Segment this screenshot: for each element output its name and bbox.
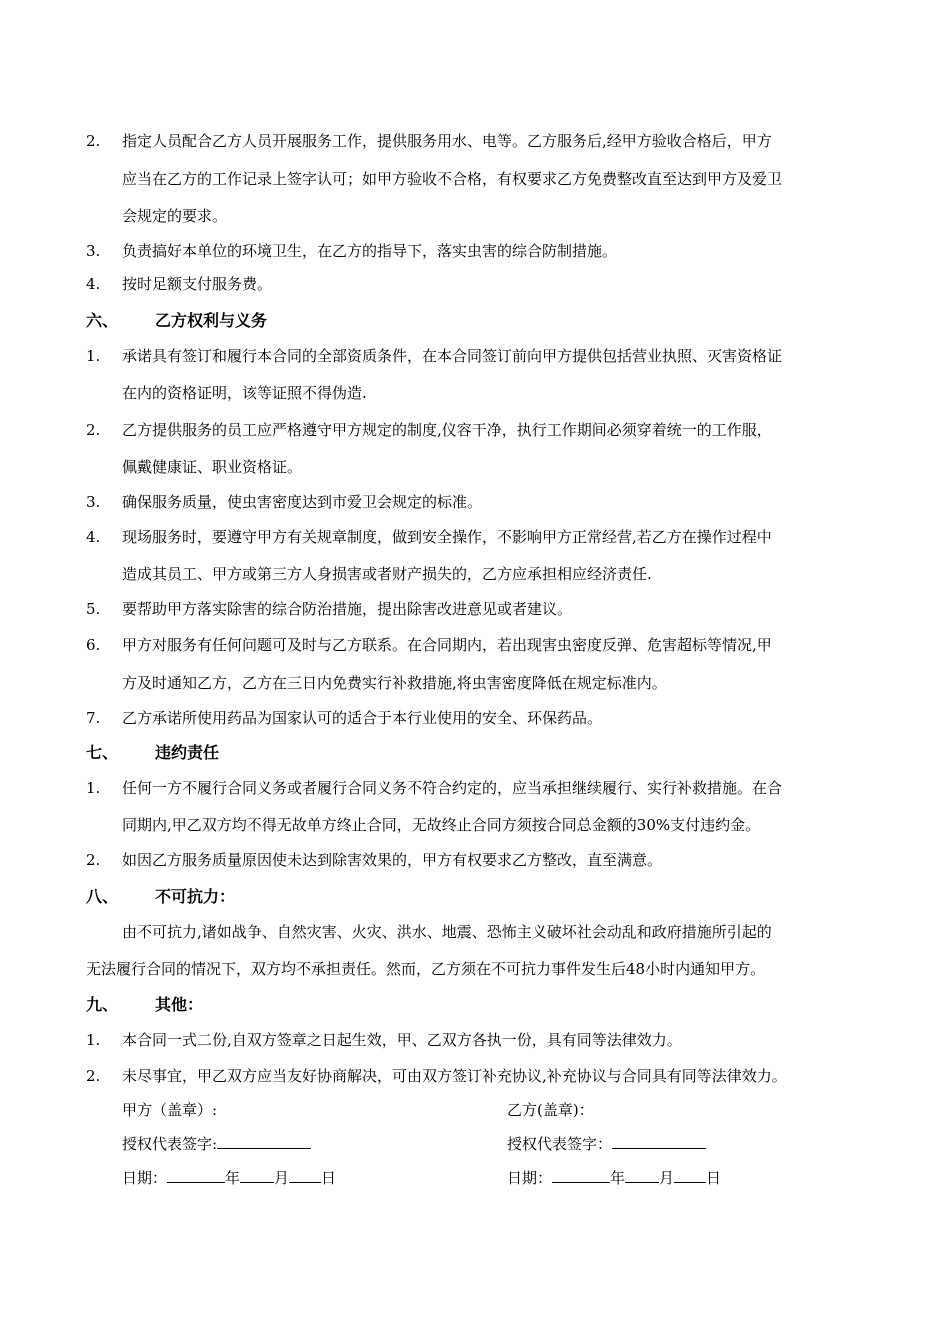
item-text: 按时足额支付服务费。 (122, 275, 273, 293)
day-label: 日 (321, 1169, 337, 1187)
party-a-rep-blank[interactable] (217, 1134, 311, 1149)
item-number: 7. (86, 709, 101, 727)
section-number: 七、 (86, 743, 119, 762)
party-a-rep-label: 授权代表签字: (122, 1135, 218, 1153)
item-number: 6. (86, 636, 101, 654)
day-label: 日 (706, 1169, 722, 1187)
item-number: 5. (86, 600, 101, 618)
item-text: 乙方提供服务的员工应严格遵守甲方规定的制度,仪容干净，执行工作期间必须穿着统一的工作服， (122, 421, 772, 439)
item-number: 2. (86, 851, 101, 869)
party-b-seal-label: 乙方(盖章)： (507, 1101, 594, 1119)
item-text: 在内的资格证明，该等证照不得伪造. (122, 384, 367, 402)
item-text: 造成其员工、甲方或第三方人身损害或者财产损失的，乙方应承担相应经济责任. (122, 565, 652, 583)
item-text: 负责搞好本单位的环境卫生，在乙方的指导下，落实虫害的综合防制措施。 (122, 242, 618, 260)
item-number: 3. (86, 493, 101, 511)
item-text: 应当在乙方的工作记录上签字认可；如甲方验收不合格，有权要求乙方免费整改直至达到甲方及爱卫 (122, 170, 783, 188)
section-number: 九、 (86, 995, 119, 1014)
party-b-rep-blank[interactable] (612, 1134, 706, 1149)
item-number: 1. (86, 347, 101, 365)
paragraph-text: 由不可抗力,诸如战争、自然灾害、火灾、洪水、地震、恐怖主义破坏社会动乱和政府措施所引起的 (122, 923, 772, 941)
month-label: 月 (659, 1169, 675, 1187)
item-number: 2. (86, 421, 101, 439)
month-label: 月 (274, 1169, 290, 1187)
item-text: 承诺具有签订和履行本合同的全部资质条件，在本合同签订前向甲方提供包括营业执照、灭害资格证 (122, 347, 783, 365)
item-number: 1. (86, 1031, 101, 1049)
item-text: 任何一方不履行合同义务或者履行合同义务不符合约定的，应当承担继续履行、实行补救措施。在合 (122, 779, 783, 797)
item-text: 甲方对服务有任何问题可及时与乙方联系。在合同期内，若出现害虫密度反弹、危害超标等情况,甲 (122, 636, 772, 654)
party-b-month-blank[interactable] (625, 1168, 659, 1183)
item-number: 2. (86, 1067, 101, 1085)
item-number: 4. (86, 275, 101, 293)
item-text: 佩戴健康证、职业资格证。 (122, 458, 303, 476)
party-b-day-blank[interactable] (674, 1168, 706, 1183)
party-a-seal-label: 甲方（盖章）: (122, 1101, 218, 1119)
year-label: 年 (225, 1169, 241, 1187)
section-title: 其他： (155, 995, 204, 1014)
item-number: 2. (86, 132, 101, 150)
item-text: 要帮助甲方落实除害的综合防治措施，提出除害改进意见或者建议。 (122, 600, 573, 618)
item-text: 方及时通知乙方，乙方在三日内免费实行补救措施,将虫害密度降低在规定标准内。 (122, 674, 667, 692)
item-text: 确保服务质量，使虫害密度达到市爱卫会规定的标准。 (122, 493, 483, 511)
section-title: 乙方权利与义务 (155, 311, 268, 330)
paragraph-text: 无法履行合同的情况下，双方均不承担责任。然而，乙方须在不可抗力事件发生后48小时内通知甲方。 (86, 960, 766, 978)
item-text: 本合同一式二份,自双方签章之日起生效，甲、乙双方各执一份，具有同等法律效力。 (122, 1031, 682, 1049)
party-a-day-blank[interactable] (289, 1168, 321, 1183)
item-text: 指定人员配合乙方人员开展服务工作，提供服务用水、电等。乙方服务后,经甲方验收合格后，甲方 (122, 132, 772, 150)
item-text: 如因乙方服务质量原因使未达到除害效果的，甲方有权要求乙方整改，直至满意。 (122, 851, 663, 869)
section-title: 违约责任 (155, 743, 220, 762)
year-label: 年 (610, 1169, 626, 1187)
party-b-rep-label: 授权代表签字： (507, 1135, 613, 1153)
item-text: 未尽事宜，甲乙双方应当友好协商解决，可由双方签订补充协议,补充协议与合同具有同等法律效力。 (122, 1067, 787, 1085)
section-number: 六、 (86, 311, 119, 330)
item-number: 4. (86, 528, 101, 546)
party-a-month-blank[interactable] (240, 1168, 274, 1183)
party-b-date-label: 日期： (507, 1169, 553, 1187)
item-text: 乙方承诺所使用药品为国家认可的适合于本行业使用的安全、环保药品。 (122, 709, 603, 727)
item-number: 3. (86, 242, 101, 260)
party-a-date-label: 日期： (122, 1169, 168, 1187)
section-title: 不可抗力： (155, 887, 236, 906)
party-a-year-blank[interactable] (167, 1168, 225, 1183)
party-b-year-blank[interactable] (552, 1168, 610, 1183)
item-text: 会规定的要求。 (122, 207, 228, 225)
section-number: 八、 (86, 887, 119, 906)
item-text: 现场服务时，要遵守甲方有关规章制度，做到安全操作，不影响甲方正常经营,若乙方在操作过程中 (122, 528, 772, 546)
item-number: 1. (86, 779, 101, 797)
item-text: 同期内,甲乙双方均不得无故单方终止合同，无故终止合同方须按合同总金额的30%支付违约金。 (122, 816, 761, 834)
